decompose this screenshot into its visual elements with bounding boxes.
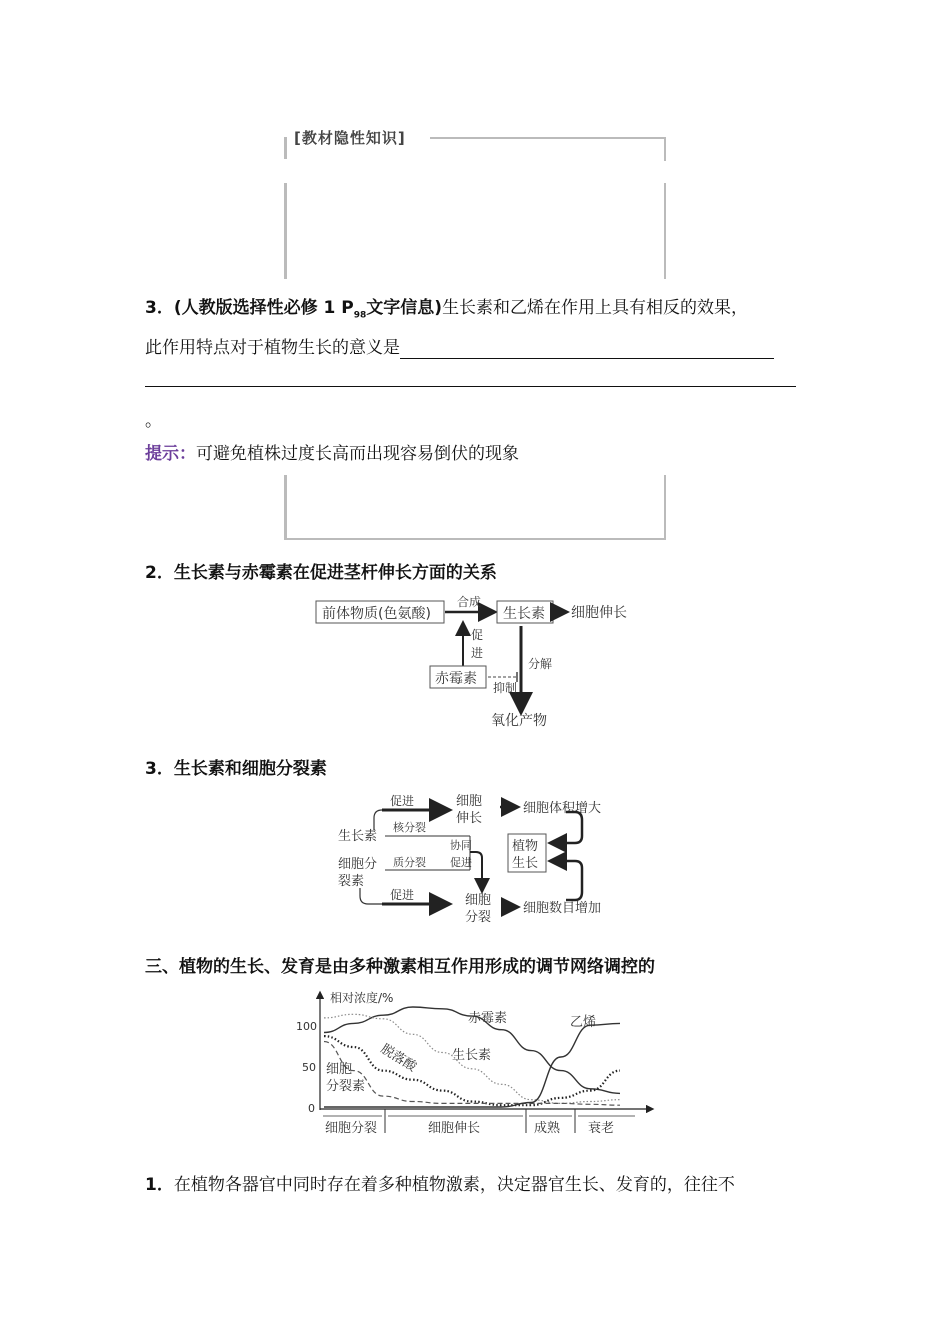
knowledge-box-title: [教材隐性知识] (294, 129, 406, 147)
auxin-gibberellin-diagram (310, 592, 650, 732)
promote-bottom-label: 促进 (390, 888, 415, 902)
question-3-line-1 (145, 297, 748, 326)
y-tick-100: 100 (296, 1020, 317, 1033)
section-2-heading: 2．生长素与赤霉素在促进茎杆伸长方面的关系 (145, 563, 497, 583)
series-label-cytokinin-2: 分裂素 (326, 1079, 366, 1094)
stage-label-elongation: 细胞伸长 (428, 1121, 481, 1136)
inhibit-label: 抑制 (493, 681, 518, 695)
question-number: 3． (145, 298, 174, 318)
cell-volume-up-label: 细胞体积增大 (523, 801, 602, 816)
oxidation-product-label: 氧化产物 (491, 713, 547, 729)
plant-growth-1: 植物 (512, 839, 539, 854)
cell-division-1: 细胞 (465, 893, 492, 908)
question-text-2: 此作用特点对于植物生长的意义是 (145, 338, 400, 358)
point-number: 1． (145, 1175, 174, 1195)
y-axis-label: 相对浓度/% (330, 991, 394, 1005)
stage-label-senescence: 衰老 (588, 1121, 615, 1136)
cell-count-up-label: 细胞数目增加 (523, 901, 602, 916)
question-3-line-2 (145, 337, 774, 359)
question-text-1: 生长素和乙烯在作用上具有相反的效果， (442, 298, 749, 318)
promote-char-1: 促 (471, 628, 484, 642)
question-end-mark: 。 (145, 411, 162, 431)
question-source: (人教版选择性必修 1 $P_{98}$文字信息) (173, 298, 443, 321)
answer-blank-2[interactable] (145, 386, 796, 387)
y-tick-0: 0 (308, 1102, 315, 1115)
cell-elongation-label: 细胞伸长 (571, 605, 627, 621)
hint-line (145, 443, 519, 465)
cytoplasm-division-label: 质分裂 (393, 856, 426, 869)
decompose-label: 分解 (528, 657, 553, 671)
precursor-label: 前体物质(色氨酸) (322, 606, 431, 622)
cell-division-2: 分裂 (465, 910, 492, 925)
promote-char-2: 进 (471, 646, 484, 660)
promote-top-label: 促进 (390, 794, 415, 808)
auxin-label: 生长素 (503, 606, 545, 622)
point-text: 在植物各器官中同时存在着多种植物激素，决定器官生长、发育的，往往不 (173, 1175, 735, 1195)
series-line-2 (324, 1036, 620, 1105)
gibberellin-label: 赤霉素 (435, 671, 477, 687)
series-label-ethylene: 乙烯 (570, 1015, 597, 1030)
series-label-abscisic-acid: 脱落酸 (377, 1041, 419, 1076)
nuclear-division-label: 核分裂 (393, 821, 426, 834)
cooperate-2: 促进 (450, 856, 472, 869)
cytokinin-label-2: 裂素 (338, 874, 365, 889)
plant-growth-2: 生长 (512, 856, 539, 871)
cell-elongation-1: 细胞 (456, 794, 483, 809)
hormone-concentration-chart (290, 985, 660, 1140)
hint-label: 提示： (145, 444, 196, 464)
stage-label-maturity: 成熟 (534, 1121, 561, 1136)
auxin-label-2: 生长素 (338, 829, 378, 844)
series-label-cytokinin-1: 细胞 (326, 1062, 353, 1077)
hint-text: 可避免植株过度长高而出现容易倒伏的现象 (196, 444, 519, 464)
series-line-4 (324, 1023, 620, 1107)
auxin-cytokinin-diagram (330, 788, 630, 926)
section-3-heading: 3．生长素和细胞分裂素 (145, 759, 327, 779)
cooperate-1: 协同 (450, 839, 472, 852)
synthesis-label: 合成 (457, 595, 482, 609)
section-three-heading: 三、植物的生长、发育是由多种激素相互作用形成的调节网络调控的 (145, 957, 655, 977)
stage-label-division: 细胞分裂 (325, 1121, 378, 1136)
series-label-gibberellin: 赤霉素 (468, 1011, 508, 1026)
y-tick-50: 50 (302, 1061, 316, 1074)
cell-elongation-2: 伸长 (456, 811, 483, 826)
series-label-auxin: 生长素 (452, 1048, 492, 1063)
point-1-line (145, 1174, 735, 1196)
answer-blank-1[interactable] (400, 340, 774, 359)
cytokinin-label-1: 细胞分 (338, 857, 378, 872)
